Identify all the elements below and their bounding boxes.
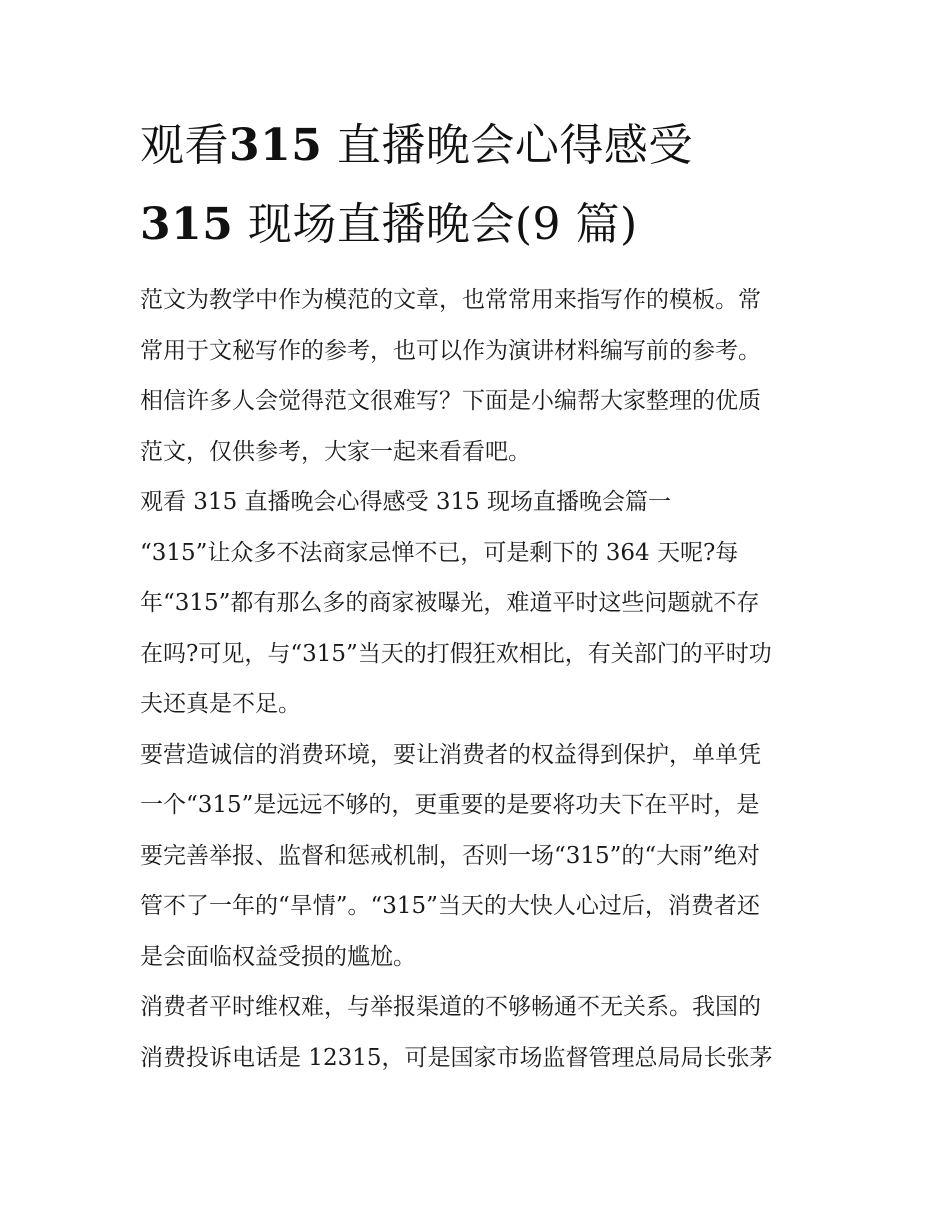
body-text-line: “315”让众多不法商家忌惮不已，可是剩下的 364 天呢?每 — [140, 540, 739, 566]
body-text-line: 管不了一年的“旱情”。“315”当天的大快人心过后，消费者还 — [140, 893, 760, 919]
body-text-line: 消费投诉电话是 12315，可是国家市场监督管理总局局长张茅 — [140, 1045, 773, 1071]
document-title-line-1 — [140, 118, 693, 174]
section-heading: 观看 315 直播晚会心得感受 315 现场直播晚会篇一 — [140, 489, 672, 515]
title-text: 观看 — [140, 120, 229, 171]
body-text-line: 年“315”都有那么多的商家被曝光，难道平时这些问题就不存 — [140, 590, 760, 616]
title-text: 直播晚会心得感受 — [336, 120, 693, 171]
body-text-line: 范文为教学中作为模范的文章，也常常用来指写作的模板。常 — [140, 287, 761, 313]
body-text-line: 一个“315”是远远不够的，更重要的是要将功夫下在平时，是 — [140, 792, 760, 818]
document-title-line-2 — [140, 197, 638, 253]
body-text-line: 消费者平时维权难，与举报渠道的不够畅通不无关系。我国的 — [140, 994, 761, 1020]
body-text-line: 相信许多人会觉得范文很难写？下面是小编帮大家整理的优质 — [140, 388, 761, 414]
body-text-line: 要营造诚信的消费环境，要让消费者的权益得到保护，单单凭 — [140, 742, 761, 768]
body-text-line: 是会面临权益受损的尴尬。 — [140, 944, 416, 970]
body-text-line: 夫还真是不足。 — [140, 691, 301, 717]
title-text: 现场直播晚会(9 篇) — [247, 199, 638, 250]
title-number: 315 — [229, 120, 323, 171]
body-text-line: 在吗?可见，与“315”当天的打假狂欢相比，有关部门的平时功 — [140, 641, 772, 667]
title-number: 315 — [140, 199, 234, 250]
body-text-line: 常用于文秘写作的参考，也可以作为演讲材料编写前的参考。 — [140, 338, 761, 364]
body-text-line: 范文，仅供参考，大家一起来看看吧。 — [140, 439, 531, 465]
body-text-line: 要完善举报、监督和惩戒机制，否则一场“315”的“大雨”绝对 — [140, 843, 760, 869]
